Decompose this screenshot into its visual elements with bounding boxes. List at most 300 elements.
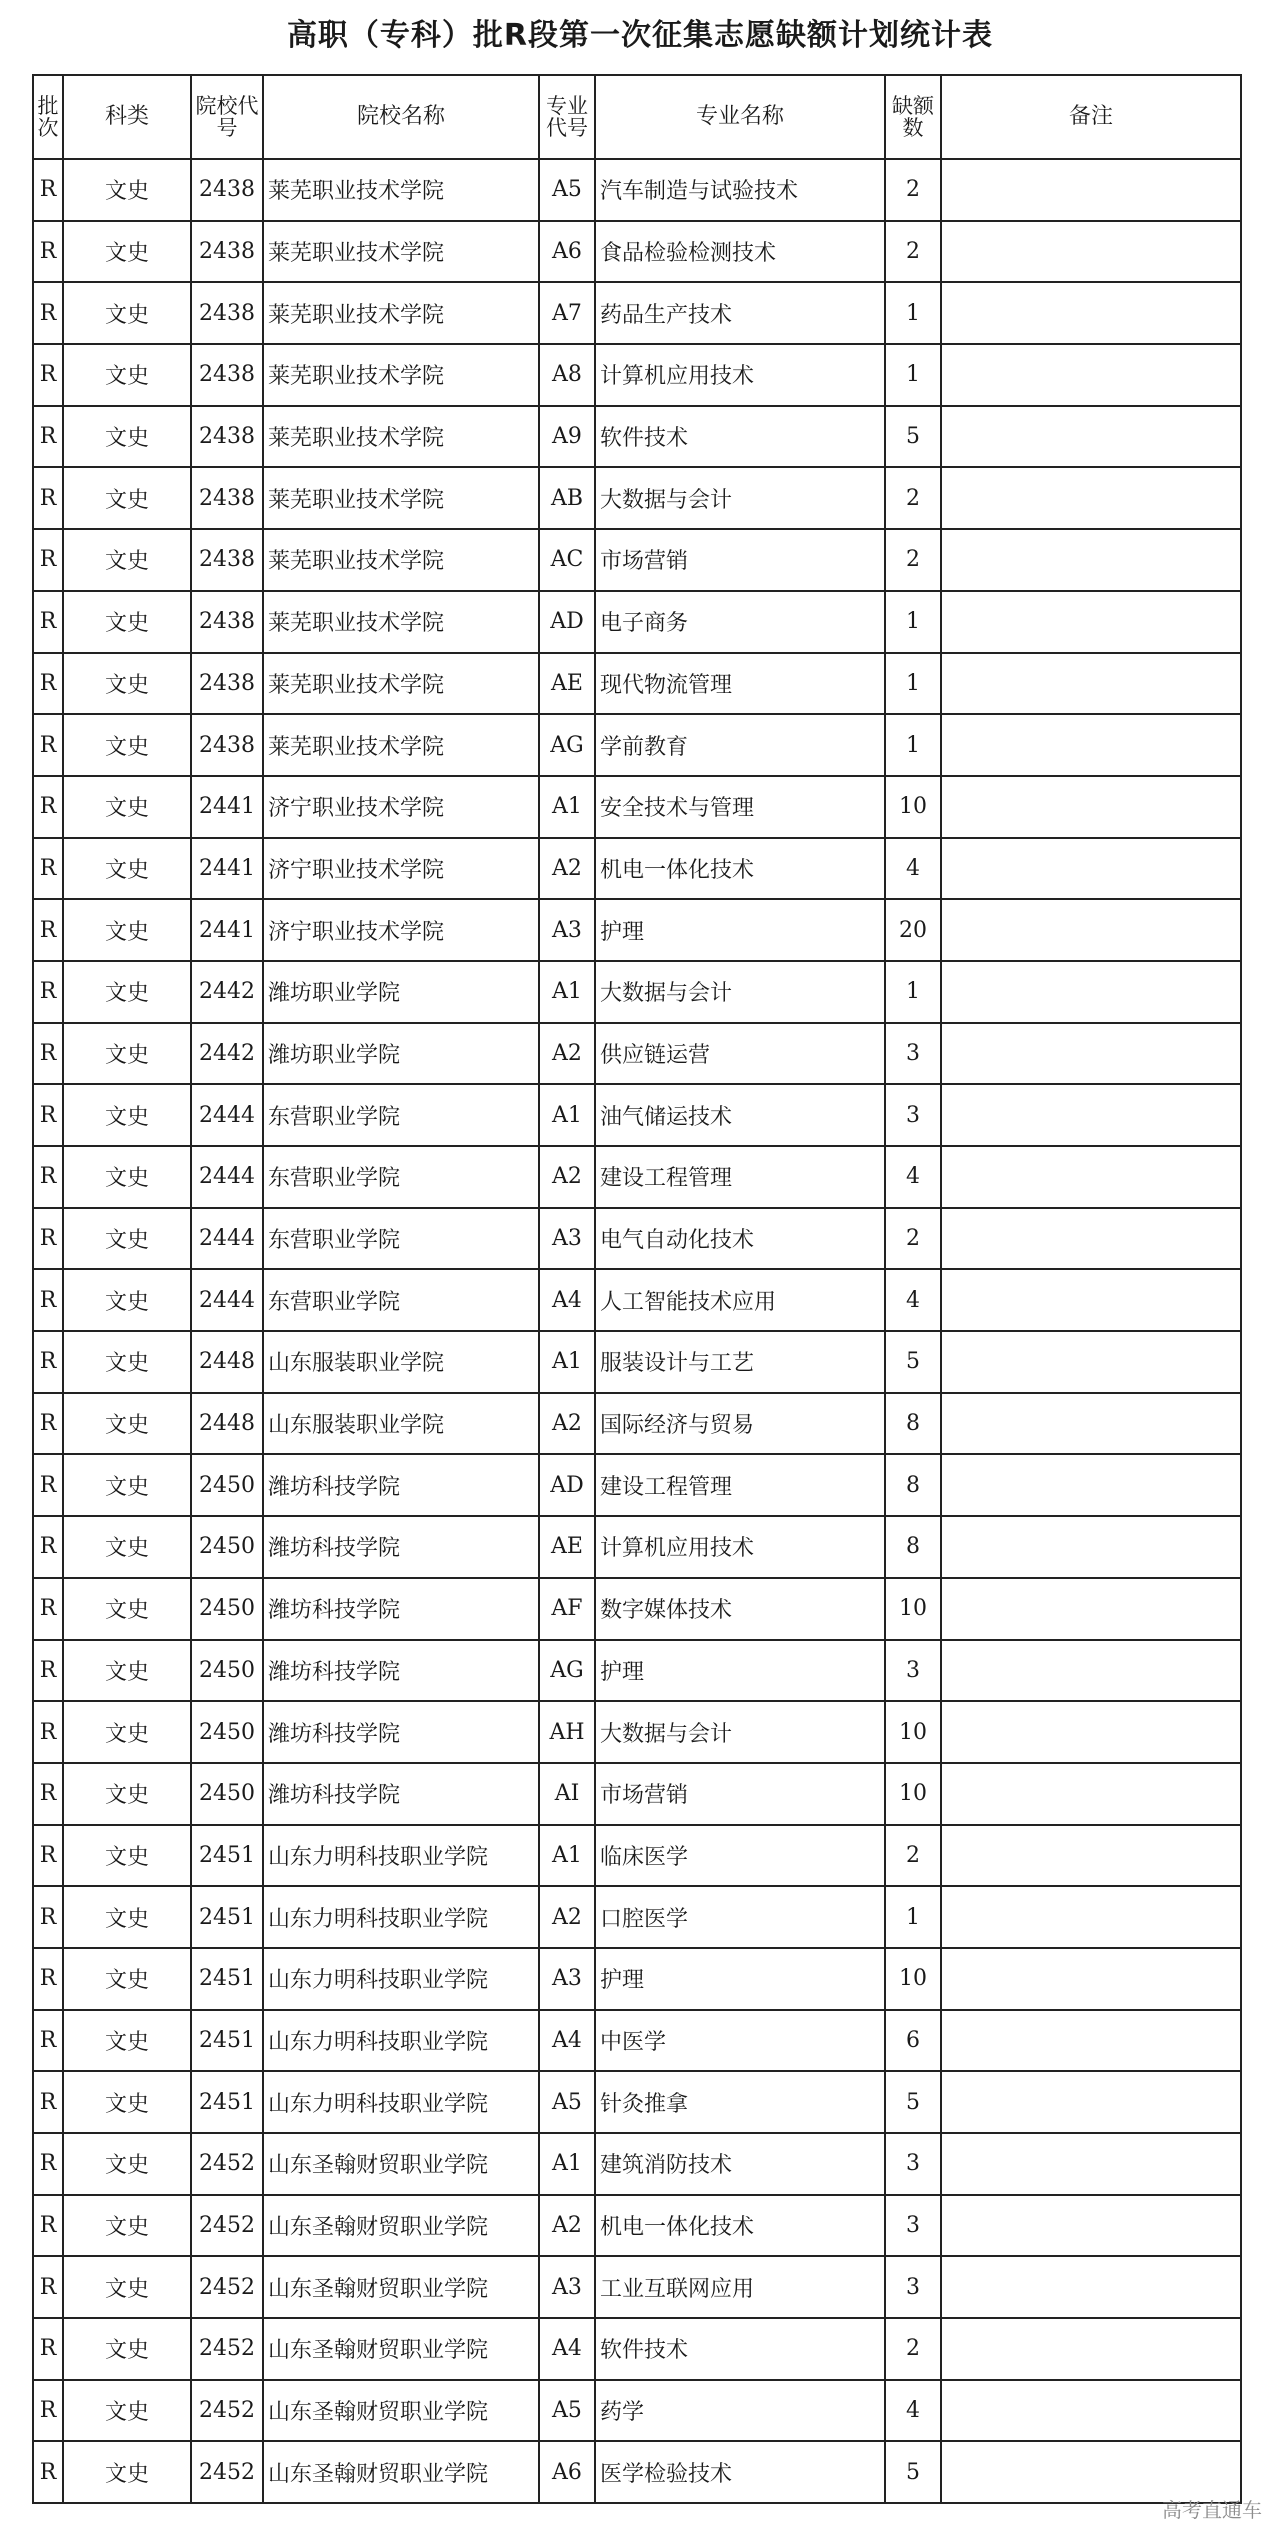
cell-vacancies: 4 — [885, 1146, 941, 1208]
cell-school-code: 2451 — [191, 2071, 263, 2133]
cell-remarks — [941, 467, 1241, 529]
cell-school-name: 山东力明科技职业学院 — [263, 2010, 539, 2072]
cell-vacancies: 2 — [885, 1208, 941, 1270]
table-row — [33, 1948, 1241, 2010]
cell-school-code: 2448 — [191, 1393, 263, 1455]
cell-school-code: 2444 — [191, 1146, 263, 1208]
cell-category: 文史 — [63, 2256, 191, 2318]
cell-remarks — [941, 2318, 1241, 2380]
cell-vacancies: 10 — [885, 1701, 941, 1763]
cell-category: 文史 — [63, 1701, 191, 1763]
cell-school-name: 潍坊科技学院 — [263, 1640, 539, 1702]
cell-school-name: 山东圣翰财贸职业学院 — [263, 2380, 539, 2442]
table-row — [33, 1393, 1241, 1455]
table-row — [33, 1886, 1241, 1948]
cell-batch: R — [33, 1578, 63, 1640]
cell-vacancies: 10 — [885, 776, 941, 838]
table-row — [33, 2071, 1241, 2133]
cell-vacancies: 2 — [885, 221, 941, 283]
table-row — [33, 2380, 1241, 2442]
table-row — [33, 1023, 1241, 1085]
cell-major-code: A1 — [539, 1084, 595, 1146]
cell-batch: R — [33, 1701, 63, 1763]
cell-vacancies: 2 — [885, 159, 941, 221]
cell-batch: R — [33, 159, 63, 221]
cell-vacancies: 4 — [885, 1269, 941, 1331]
cell-batch: R — [33, 529, 63, 591]
cell-school-code: 2450 — [191, 1578, 263, 1640]
table-header-row — [33, 75, 1241, 159]
cell-school-code: 2451 — [191, 1948, 263, 2010]
cell-school-name: 山东力明科技职业学院 — [263, 2071, 539, 2133]
table-body — [33, 159, 1241, 2503]
cell-major-code: A1 — [539, 2133, 595, 2195]
cell-major-code: A7 — [539, 282, 595, 344]
header-major-name: 专业名称 — [595, 75, 885, 159]
cell-category: 文史 — [63, 776, 191, 838]
cell-major-code: AI — [539, 1763, 595, 1825]
cell-batch: R — [33, 1454, 63, 1516]
cell-major-name: 数字媒体技术 — [595, 1578, 885, 1640]
cell-vacancies: 1 — [885, 1886, 941, 1948]
cell-school-name: 潍坊科技学院 — [263, 1701, 539, 1763]
page-title: 高职（专科）批R段第一次征集志愿缺额计划统计表 — [286, 18, 994, 53]
cell-school-name: 济宁职业技术学院 — [263, 899, 539, 961]
cell-school-name: 济宁职业技术学院 — [263, 838, 539, 900]
cell-school-code: 2444 — [191, 1208, 263, 1270]
cell-vacancies: 3 — [885, 2256, 941, 2318]
cell-batch: R — [33, 961, 63, 1023]
cell-major-name: 计算机应用技术 — [595, 1516, 885, 1578]
cell-batch: R — [33, 2318, 63, 2380]
cell-school-name: 莱芜职业技术学院 — [263, 653, 539, 715]
cell-vacancies: 3 — [885, 2195, 941, 2257]
table-row — [33, 2441, 1241, 2503]
cell-category: 文史 — [63, 1578, 191, 1640]
table-row — [33, 2133, 1241, 2195]
cell-remarks — [941, 1208, 1241, 1270]
cell-remarks — [941, 2071, 1241, 2133]
cell-major-code: A3 — [539, 1208, 595, 1270]
cell-school-name: 山东力明科技职业学院 — [263, 1886, 539, 1948]
cell-major-name: 医学检验技术 — [595, 2441, 885, 2503]
cell-vacancies: 1 — [885, 282, 941, 344]
cell-major-code: A4 — [539, 1269, 595, 1331]
cell-remarks — [941, 406, 1241, 468]
cell-school-name: 山东力明科技职业学院 — [263, 1948, 539, 2010]
cell-batch: R — [33, 467, 63, 529]
cell-category: 文史 — [63, 1208, 191, 1270]
cell-school-code: 2444 — [191, 1084, 263, 1146]
cell-category: 文史 — [63, 1393, 191, 1455]
watermark: 高考直通车 — [1162, 2498, 1262, 2522]
cell-batch: R — [33, 344, 63, 406]
cell-category: 文史 — [63, 1023, 191, 1085]
cell-major-code: AC — [539, 529, 595, 591]
cell-school-name: 莱芜职业技术学院 — [263, 529, 539, 591]
cell-school-name: 山东服装职业学院 — [263, 1331, 539, 1393]
vacancy-table — [32, 74, 1242, 2504]
cell-major-code: A2 — [539, 2195, 595, 2257]
cell-major-name: 现代物流管理 — [595, 653, 885, 715]
cell-school-code: 2438 — [191, 529, 263, 591]
cell-vacancies: 6 — [885, 2010, 941, 2072]
cell-school-code: 2441 — [191, 838, 263, 900]
cell-school-code: 2438 — [191, 344, 263, 406]
cell-batch: R — [33, 1146, 63, 1208]
cell-school-code: 2441 — [191, 776, 263, 838]
cell-school-name: 山东力明科技职业学院 — [263, 1825, 539, 1887]
cell-remarks — [941, 529, 1241, 591]
cell-vacancies: 10 — [885, 1578, 941, 1640]
cell-batch: R — [33, 591, 63, 653]
cell-major-code: A3 — [539, 1948, 595, 2010]
cell-vacancies: 1 — [885, 961, 941, 1023]
cell-category: 文史 — [63, 467, 191, 529]
cell-school-name: 潍坊职业学院 — [263, 961, 539, 1023]
cell-major-name: 电气自动化技术 — [595, 1208, 885, 1270]
cell-remarks — [941, 2133, 1241, 2195]
cell-school-name: 济宁职业技术学院 — [263, 776, 539, 838]
cell-school-name: 莱芜职业技术学院 — [263, 282, 539, 344]
cell-category: 文史 — [63, 1825, 191, 1887]
cell-vacancies: 1 — [885, 591, 941, 653]
cell-category: 文史 — [63, 899, 191, 961]
cell-major-name: 建筑消防技术 — [595, 2133, 885, 2195]
cell-major-code: A2 — [539, 1886, 595, 1948]
cell-school-code: 2450 — [191, 1763, 263, 1825]
cell-category: 文史 — [63, 2380, 191, 2442]
cell-category: 文史 — [63, 1516, 191, 1578]
cell-batch: R — [33, 838, 63, 900]
cell-school-code: 2441 — [191, 899, 263, 961]
cell-remarks — [941, 899, 1241, 961]
cell-category: 文史 — [63, 653, 191, 715]
cell-category: 文史 — [63, 159, 191, 221]
cell-category: 文史 — [63, 961, 191, 1023]
cell-school-code: 2438 — [191, 653, 263, 715]
cell-batch: R — [33, 1640, 63, 1702]
cell-category: 文史 — [63, 2195, 191, 2257]
cell-remarks — [941, 1269, 1241, 1331]
cell-major-code: A2 — [539, 838, 595, 900]
cell-major-name: 市场营销 — [595, 529, 885, 591]
table-row — [33, 1454, 1241, 1516]
cell-school-name: 潍坊职业学院 — [263, 1023, 539, 1085]
cell-school-code: 2438 — [191, 467, 263, 529]
cell-vacancies: 2 — [885, 2318, 941, 2380]
cell-major-code: AD — [539, 591, 595, 653]
table-row — [33, 1578, 1241, 1640]
cell-school-code: 2452 — [191, 2318, 263, 2380]
cell-school-name: 莱芜职业技术学院 — [263, 714, 539, 776]
cell-major-name: 护理 — [595, 1640, 885, 1702]
table-row — [33, 591, 1241, 653]
table-row — [33, 1516, 1241, 1578]
cell-batch: R — [33, 406, 63, 468]
cell-category: 文史 — [63, 1084, 191, 1146]
cell-school-name: 东营职业学院 — [263, 1269, 539, 1331]
table-row — [33, 1084, 1241, 1146]
table-row — [33, 2010, 1241, 2072]
cell-school-name: 潍坊科技学院 — [263, 1516, 539, 1578]
cell-vacancies: 5 — [885, 2071, 941, 2133]
cell-remarks — [941, 1146, 1241, 1208]
cell-remarks — [941, 838, 1241, 900]
cell-school-name: 潍坊科技学院 — [263, 1763, 539, 1825]
cell-major-name: 电子商务 — [595, 591, 885, 653]
cell-major-name: 针灸推拿 — [595, 2071, 885, 2133]
cell-major-code: A3 — [539, 899, 595, 961]
cell-batch: R — [33, 714, 63, 776]
cell-remarks — [941, 2195, 1241, 2257]
cell-batch: R — [33, 2380, 63, 2442]
cell-vacancies: 5 — [885, 1331, 941, 1393]
cell-major-name: 中医学 — [595, 2010, 885, 2072]
cell-remarks — [941, 1640, 1241, 1702]
cell-school-name: 山东圣翰财贸职业学院 — [263, 2256, 539, 2318]
cell-school-code: 2451 — [191, 1825, 263, 1887]
cell-school-code: 2452 — [191, 2256, 263, 2318]
cell-batch: R — [33, 1763, 63, 1825]
cell-vacancies: 3 — [885, 1640, 941, 1702]
cell-major-name: 国际经济与贸易 — [595, 1393, 885, 1455]
cell-major-code: A2 — [539, 1023, 595, 1085]
cell-major-name: 软件技术 — [595, 2318, 885, 2380]
table-row — [33, 1701, 1241, 1763]
cell-major-name: 机电一体化技术 — [595, 2195, 885, 2257]
table-row — [33, 899, 1241, 961]
cell-vacancies: 1 — [885, 714, 941, 776]
cell-vacancies: 2 — [885, 467, 941, 529]
table-row — [33, 2318, 1241, 2380]
header-vacancies: 缺额数 — [885, 75, 941, 159]
table-row — [33, 1331, 1241, 1393]
table-row — [33, 1208, 1241, 1270]
cell-major-name: 建设工程管理 — [595, 1146, 885, 1208]
header-category: 科类 — [63, 75, 191, 159]
cell-category: 文史 — [63, 1454, 191, 1516]
cell-major-name: 护理 — [595, 1948, 885, 2010]
cell-vacancies: 10 — [885, 1763, 941, 1825]
table-row — [33, 2256, 1241, 2318]
cell-major-code: A2 — [539, 1393, 595, 1455]
table-row — [33, 1640, 1241, 1702]
cell-school-code: 2450 — [191, 1701, 263, 1763]
cell-vacancies: 20 — [885, 899, 941, 961]
cell-school-name: 莱芜职业技术学院 — [263, 591, 539, 653]
cell-major-name: 工业互联网应用 — [595, 2256, 885, 2318]
cell-school-code: 2448 — [191, 1331, 263, 1393]
cell-category: 文史 — [63, 2133, 191, 2195]
cell-school-code: 2442 — [191, 961, 263, 1023]
header-major-code: 专业代号 — [539, 75, 595, 159]
cell-school-code: 2452 — [191, 2133, 263, 2195]
cell-school-name: 潍坊科技学院 — [263, 1578, 539, 1640]
cell-remarks — [941, 961, 1241, 1023]
cell-remarks — [941, 1454, 1241, 1516]
cell-major-name: 大数据与会计 — [595, 961, 885, 1023]
cell-major-name: 市场营销 — [595, 1763, 885, 1825]
cell-remarks — [941, 221, 1241, 283]
cell-major-name: 人工智能技术应用 — [595, 1269, 885, 1331]
cell-remarks — [941, 1578, 1241, 1640]
cell-major-name: 护理 — [595, 899, 885, 961]
cell-category: 文史 — [63, 1763, 191, 1825]
cell-remarks — [941, 1825, 1241, 1887]
table-row — [33, 714, 1241, 776]
cell-major-name: 临床医学 — [595, 1825, 885, 1887]
table-row — [33, 221, 1241, 283]
cell-batch: R — [33, 1948, 63, 2010]
cell-school-code: 2438 — [191, 406, 263, 468]
cell-major-code: A5 — [539, 2380, 595, 2442]
cell-batch: R — [33, 2441, 63, 2503]
cell-school-name: 东营职业学院 — [263, 1208, 539, 1270]
cell-school-name: 莱芜职业技术学院 — [263, 406, 539, 468]
cell-school-code: 2451 — [191, 2010, 263, 2072]
cell-batch: R — [33, 1331, 63, 1393]
cell-category: 文史 — [63, 2010, 191, 2072]
header-batch: 批次 — [33, 75, 63, 159]
cell-major-code: AH — [539, 1701, 595, 1763]
cell-remarks — [941, 1331, 1241, 1393]
cell-major-name: 机电一体化技术 — [595, 838, 885, 900]
table-row — [33, 406, 1241, 468]
cell-vacancies: 1 — [885, 653, 941, 715]
cell-major-name: 油气储运技术 — [595, 1084, 885, 1146]
cell-remarks — [941, 2010, 1241, 2072]
cell-vacancies: 5 — [885, 2441, 941, 2503]
cell-school-name: 莱芜职业技术学院 — [263, 159, 539, 221]
cell-major-code: A5 — [539, 159, 595, 221]
cell-remarks — [941, 1393, 1241, 1455]
cell-batch: R — [33, 1886, 63, 1948]
cell-vacancies: 3 — [885, 1023, 941, 1085]
cell-remarks — [941, 344, 1241, 406]
cell-major-code: A1 — [539, 1825, 595, 1887]
cell-school-code: 2450 — [191, 1454, 263, 1516]
cell-remarks — [941, 1948, 1241, 2010]
cell-major-code: A8 — [539, 344, 595, 406]
cell-school-name: 山东圣翰财贸职业学院 — [263, 2195, 539, 2257]
table-row — [33, 282, 1241, 344]
cell-category: 文史 — [63, 1640, 191, 1702]
cell-school-name: 东营职业学院 — [263, 1084, 539, 1146]
cell-remarks — [941, 1023, 1241, 1085]
table-row — [33, 344, 1241, 406]
cell-major-name: 供应链运营 — [595, 1023, 885, 1085]
header-remarks: 备注 — [941, 75, 1241, 159]
cell-batch: R — [33, 282, 63, 344]
cell-major-name: 汽车制造与试验技术 — [595, 159, 885, 221]
cell-major-code: AD — [539, 1454, 595, 1516]
cell-vacancies: 2 — [885, 529, 941, 591]
cell-major-code: AG — [539, 1640, 595, 1702]
cell-batch: R — [33, 1084, 63, 1146]
cell-major-code: AE — [539, 653, 595, 715]
cell-category: 文史 — [63, 221, 191, 283]
cell-category: 文史 — [63, 1331, 191, 1393]
cell-vacancies: 2 — [885, 1825, 941, 1887]
cell-school-code: 2451 — [191, 1886, 263, 1948]
cell-category: 文史 — [63, 344, 191, 406]
cell-category: 文史 — [63, 1886, 191, 1948]
cell-school-name: 山东圣翰财贸职业学院 — [263, 2441, 539, 2503]
cell-batch: R — [33, 1269, 63, 1331]
table-row — [33, 1825, 1241, 1887]
cell-category: 文史 — [63, 2318, 191, 2380]
cell-batch: R — [33, 653, 63, 715]
table-row — [33, 838, 1241, 900]
cell-category: 文史 — [63, 591, 191, 653]
cell-major-code: AF — [539, 1578, 595, 1640]
cell-school-code: 2438 — [191, 159, 263, 221]
table-row — [33, 1763, 1241, 1825]
cell-major-code: A4 — [539, 2010, 595, 2072]
cell-school-code: 2442 — [191, 1023, 263, 1085]
cell-batch: R — [33, 1516, 63, 1578]
table-row — [33, 2195, 1241, 2257]
cell-school-name: 山东圣翰财贸职业学院 — [263, 2318, 539, 2380]
cell-vacancies: 3 — [885, 1084, 941, 1146]
cell-batch: R — [33, 2256, 63, 2318]
cell-batch: R — [33, 899, 63, 961]
cell-vacancies: 8 — [885, 1393, 941, 1455]
cell-major-code: AG — [539, 714, 595, 776]
cell-major-name: 药学 — [595, 2380, 885, 2442]
cell-school-code: 2444 — [191, 1269, 263, 1331]
cell-school-code: 2450 — [191, 1640, 263, 1702]
cell-remarks — [941, 282, 1241, 344]
cell-category: 文史 — [63, 282, 191, 344]
cell-batch: R — [33, 1393, 63, 1455]
cell-remarks — [941, 1701, 1241, 1763]
cell-remarks — [941, 1763, 1241, 1825]
cell-major-code: A6 — [539, 2441, 595, 2503]
cell-batch: R — [33, 221, 63, 283]
cell-vacancies: 10 — [885, 1948, 941, 2010]
cell-major-name: 大数据与会计 — [595, 467, 885, 529]
cell-batch: R — [33, 2133, 63, 2195]
cell-school-code: 2452 — [191, 2195, 263, 2257]
cell-major-code: A3 — [539, 2256, 595, 2318]
cell-major-code: A9 — [539, 406, 595, 468]
cell-batch: R — [33, 1825, 63, 1887]
cell-category: 文史 — [63, 1146, 191, 1208]
cell-vacancies: 1 — [885, 344, 941, 406]
cell-school-name: 莱芜职业技术学院 — [263, 344, 539, 406]
table-row — [33, 776, 1241, 838]
cell-vacancies: 4 — [885, 2380, 941, 2442]
cell-major-name: 安全技术与管理 — [595, 776, 885, 838]
cell-major-name: 药品生产技术 — [595, 282, 885, 344]
cell-major-code: AE — [539, 1516, 595, 1578]
cell-major-code: A6 — [539, 221, 595, 283]
cell-school-code: 2450 — [191, 1516, 263, 1578]
table-row — [33, 961, 1241, 1023]
table-row — [33, 1269, 1241, 1331]
cell-remarks — [941, 776, 1241, 838]
cell-batch: R — [33, 1023, 63, 1085]
cell-remarks — [941, 1516, 1241, 1578]
cell-major-name: 大数据与会计 — [595, 1701, 885, 1763]
cell-batch: R — [33, 2071, 63, 2133]
cell-school-code: 2452 — [191, 2380, 263, 2442]
cell-vacancies: 4 — [885, 838, 941, 900]
cell-major-name: 服装设计与工艺 — [595, 1331, 885, 1393]
cell-school-name: 潍坊科技学院 — [263, 1454, 539, 1516]
